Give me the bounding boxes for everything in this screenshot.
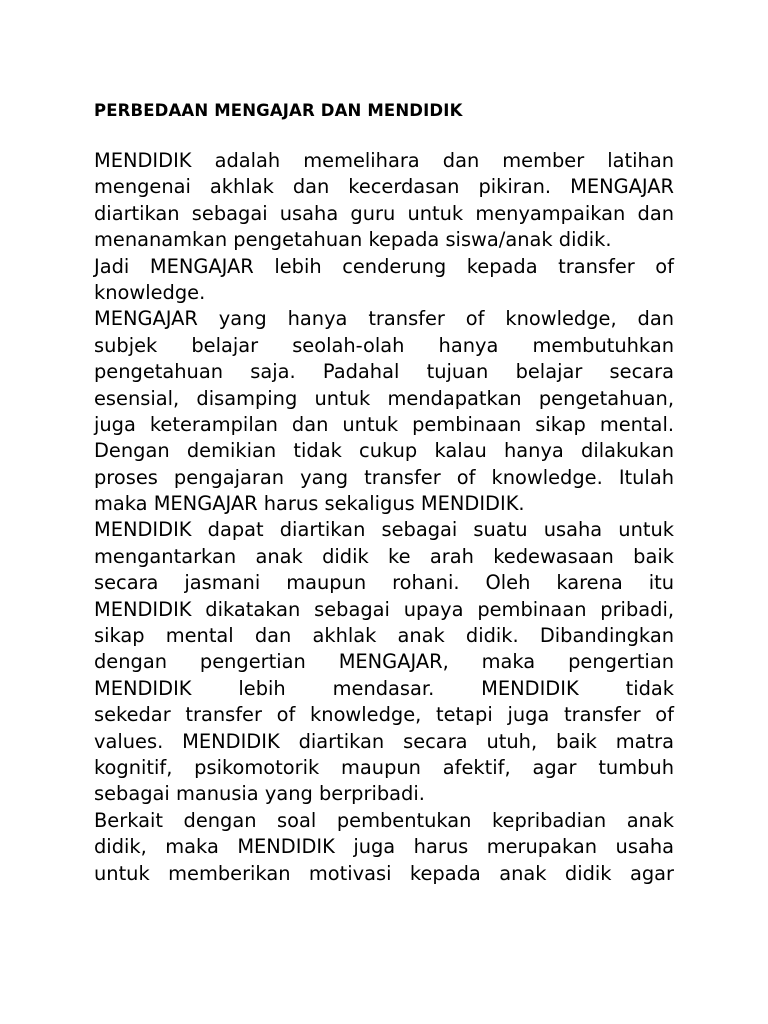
body-text-line: MENGAJAR yang hanya transfer of knowledge, dan bbox=[94, 307, 674, 331]
body-text-line: menanamkan pengetahuan kepada siswa/anak didik. bbox=[94, 228, 612, 252]
body-text-line: sekedar transfer of knowledge, tetapi juga transfer of bbox=[94, 703, 674, 727]
body-text-line: MENDIDIK adalah memelihara dan member latihan bbox=[94, 149, 674, 172]
body-text-line: sebagai manusia yang berpribadi. bbox=[94, 782, 425, 806]
body-text-line: MENDIDIK dikatakan sebagai upaya pembinaan pribadi, bbox=[94, 597, 674, 621]
document-title: PERBEDAAN MENGAJAR DAN MENDIDIK bbox=[94, 101, 463, 120]
body-text-line: dengan pengertian MENGAJAR, maka pengertian bbox=[94, 650, 674, 674]
body-text-line: mengenai akhlak dan kecerdasan pikiran. MENGAJAR bbox=[94, 175, 674, 199]
body-text-line: diartikan sebagai usaha guru untuk menyampaikan dan bbox=[94, 201, 674, 225]
body-text-line: mengantarkan anak didik ke arah kedewasaan baik bbox=[94, 544, 674, 568]
body-text-line: esensial, disamping untuk mendapatkan pengetahuan, bbox=[94, 386, 674, 410]
body-text-line: untuk memberikan motivasi kepada anak didik agar bbox=[94, 861, 674, 885]
body-text-line: juga keterampilan dan untuk pembinaan sikap mental. bbox=[94, 412, 674, 436]
body-text-line: values. MENDIDIK diartikan secara utuh, baik matra bbox=[94, 729, 674, 753]
body-text-line: Jadi MENGAJAR lebih cenderung kepada transfer of bbox=[94, 254, 674, 278]
body-text-line: Dengan demikian tidak cukup kalau hanya dilakukan bbox=[94, 439, 674, 463]
body-text-line: knowledge. bbox=[94, 280, 206, 304]
body-text-line: MENDIDIK dapat diartikan sebagai suatu usaha untuk bbox=[94, 518, 674, 542]
body-text-line: MENDIDIK lebih mendasar. MENDIDIK tidak bbox=[94, 676, 674, 700]
body-text-line: proses pengajaran yang transfer of knowledge. Itulah bbox=[94, 465, 674, 489]
body-text-line: didik, maka MENDIDIK juga harus merupakan usaha bbox=[94, 835, 674, 859]
body-text-line: secara jasmani maupun rohani. Oleh karena itu bbox=[94, 571, 674, 595]
body-text-line: Berkait dengan soal pembentukan kepribadian anak bbox=[94, 808, 674, 832]
body-text-line: subjek belajar seolah-olah hanya membutuhkan bbox=[94, 333, 674, 357]
body-text-line: kognitif, psikomotorik maupun afektif, agar tumbuh bbox=[94, 755, 674, 779]
body-text-line: pengetahuan saja. Padahal tujuan belajar secara bbox=[94, 360, 674, 384]
document-body bbox=[94, 148, 674, 887]
body-text-line: sikap mental dan akhlak anak didik. Dibandingkan bbox=[94, 624, 674, 648]
body-text-line: maka MENGAJAR harus sekaligus MENDIDIK. bbox=[94, 492, 525, 516]
